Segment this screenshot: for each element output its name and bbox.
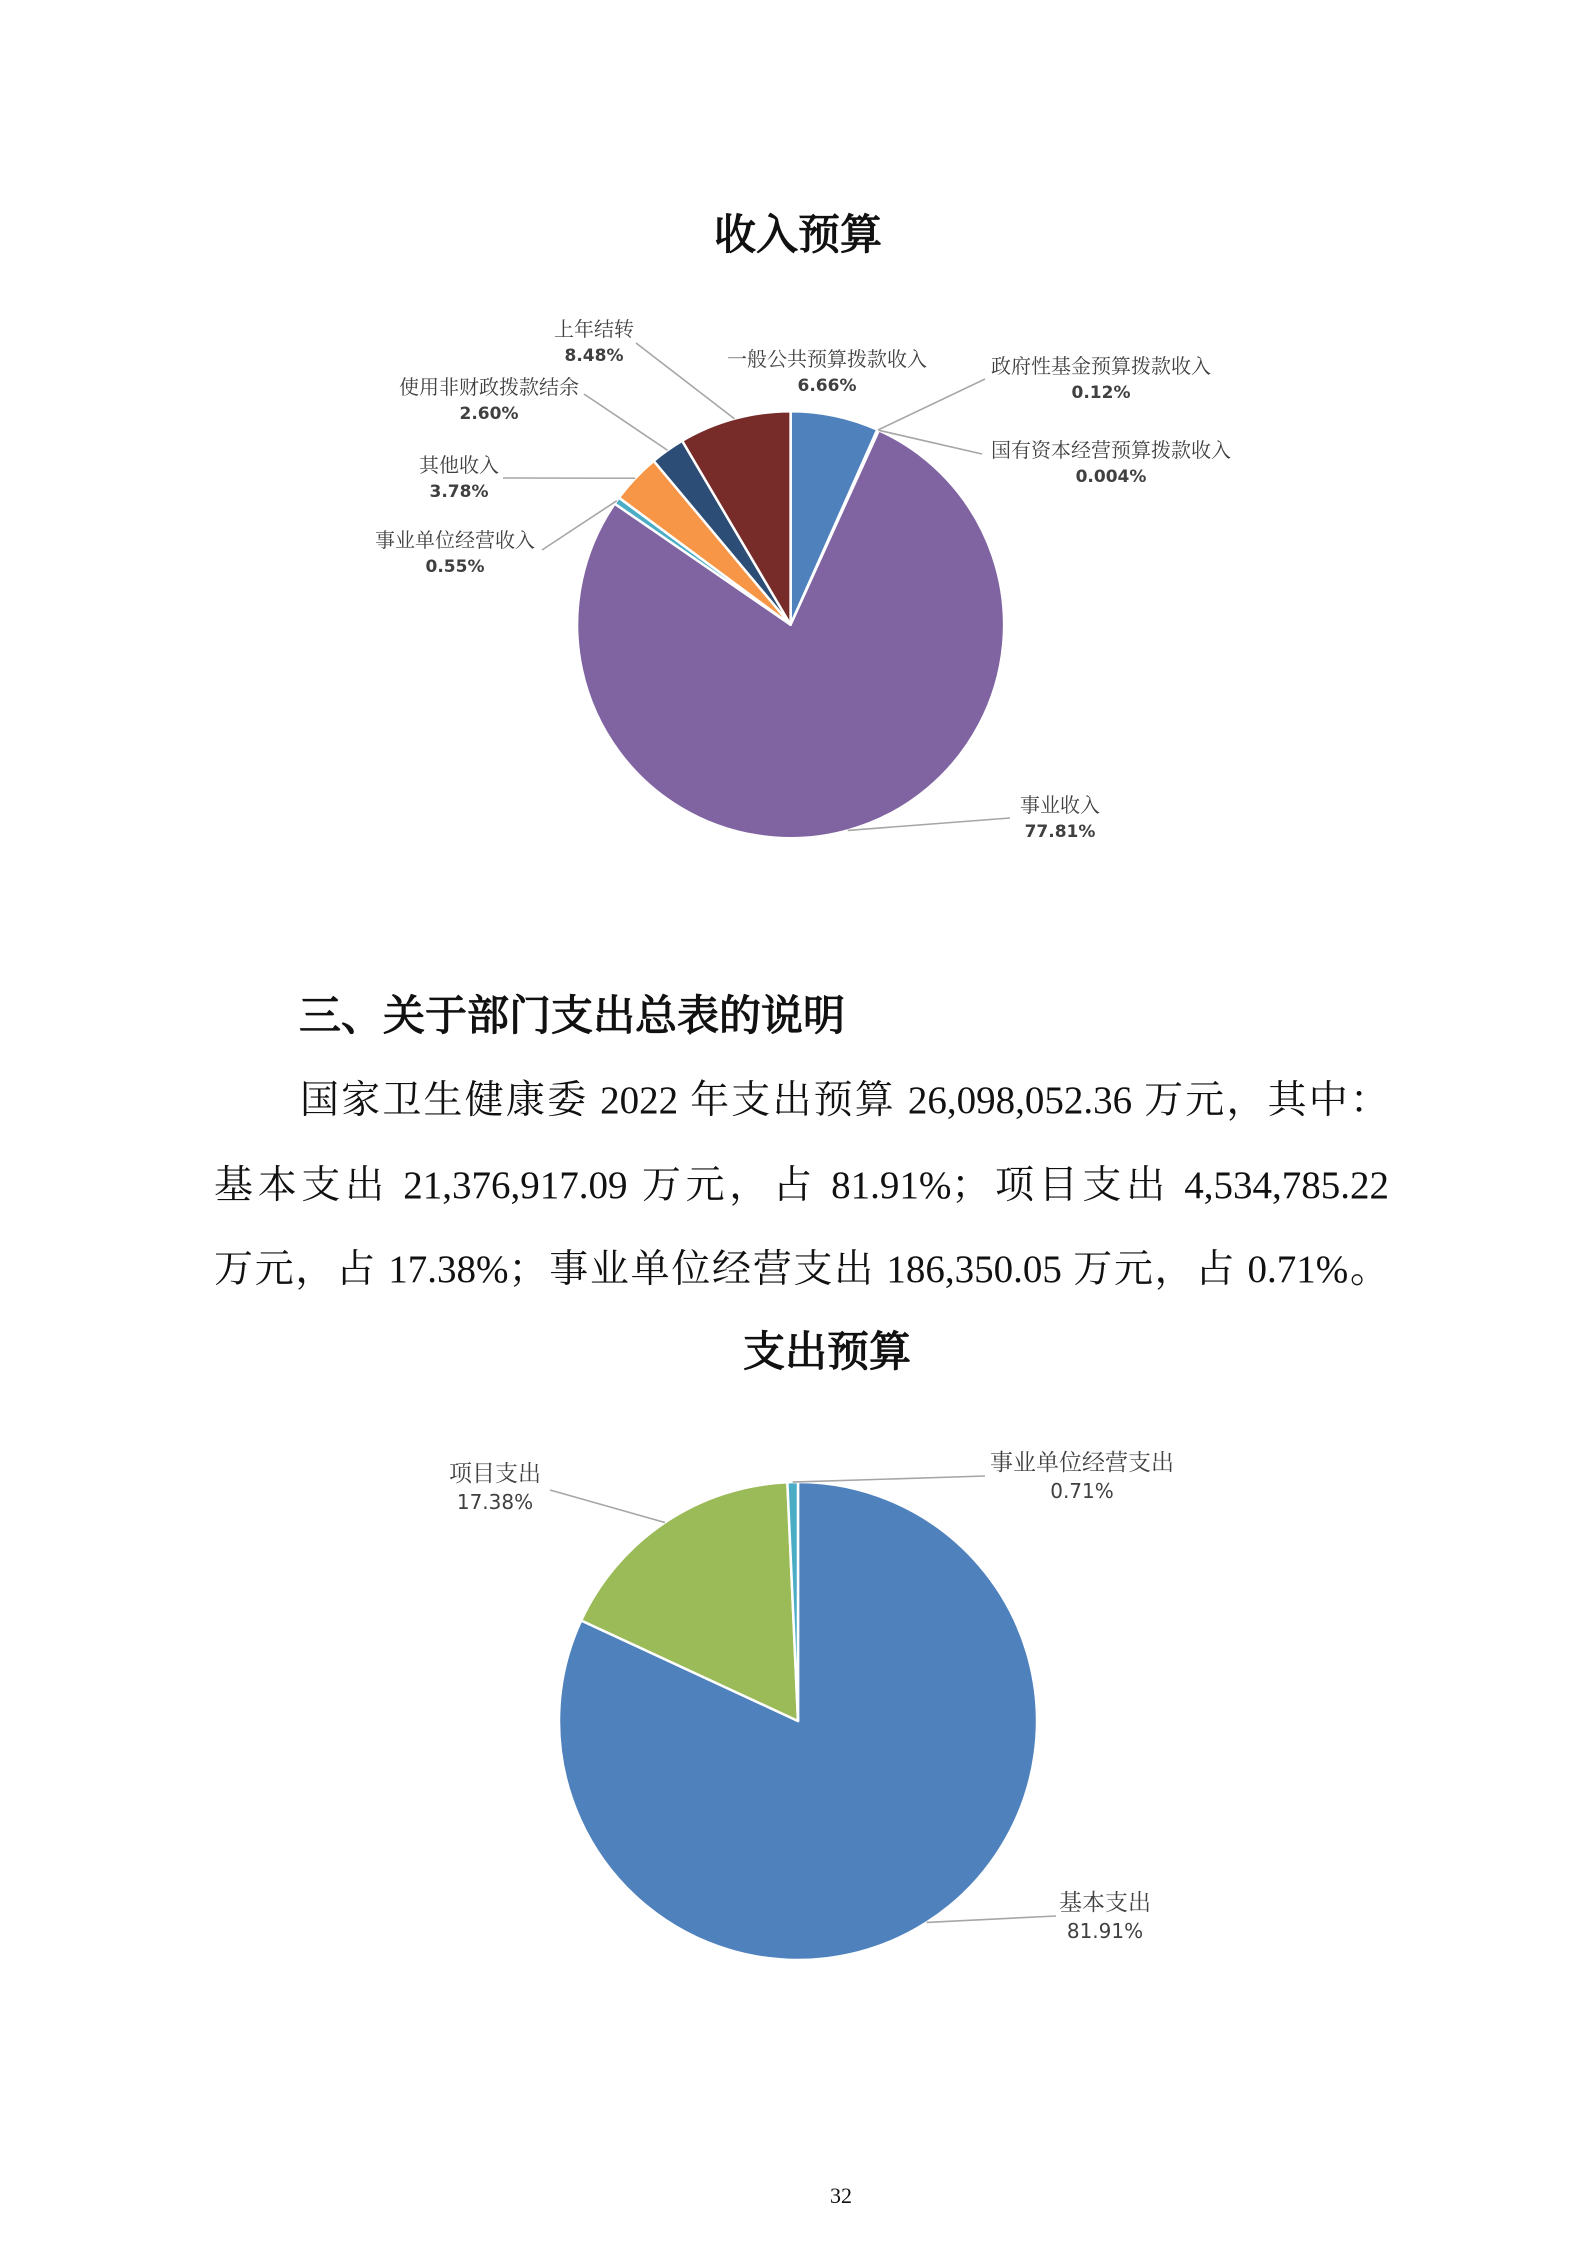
income-slice-category-label: 一般公共预算拨款收入 (727, 347, 927, 371)
income-slice-percent-label: 3.78% (429, 482, 489, 502)
expense-leader-line (550, 1490, 665, 1522)
income-chart-title: 收入预算 (713, 210, 882, 259)
income-pie-chart (0, 280, 1587, 880)
expense-leader-line (927, 1916, 1056, 1922)
income-leader-line (636, 343, 734, 419)
expense-slice-percent-label: 0.71% (1050, 1479, 1114, 1503)
income-slice-category-label: 事业单位经营收入 (375, 528, 535, 552)
income-slice-percent-label: 77.81% (1024, 822, 1096, 842)
income-slice-percent-label: 0.12% (1071, 383, 1131, 403)
income-slice-category-label: 上年结转 (554, 317, 634, 341)
expense-slice-percent-label: 81.91% (1066, 1919, 1144, 1943)
income-slice-percent-label: 2.60% (459, 404, 519, 424)
income-leader-line (878, 379, 985, 430)
paragraph-line: 基本支出 21,376,917.09 万元，占 81.91%；项目支出 4,534,785.22 (214, 1164, 1389, 1207)
expense-slice-category-label: 项目支出 (449, 1461, 541, 1487)
expense-chart-title: 支出预算 (742, 1327, 911, 1376)
expense-slice-category-label: 事业单位经营支出 (990, 1450, 1174, 1476)
income-slice-percent-label: 0.004% (1075, 467, 1147, 487)
income-slice-percent-label: 6.66% (797, 376, 857, 396)
income-slice-category-label: 使用非财政拨款结余 (399, 375, 579, 399)
income-slice-category-label: 国有资本经营预算拨款收入 (991, 438, 1231, 462)
expense-pie-chart (0, 1420, 1587, 1980)
income-slice-percent-label: 0.55% (425, 557, 485, 577)
expense-slice-percent-label: 17.38% (456, 1490, 534, 1514)
income-pie-slices (577, 411, 1004, 838)
expense-pie-slices (559, 1482, 1037, 1960)
income-slice-percent-label: 8.48% (564, 346, 624, 366)
income-slice-category-label: 其他收入 (419, 453, 499, 477)
section-heading: 三、关于部门支出总表的说明 (299, 991, 846, 1040)
expense-slice-category-label: 基本支出 (1059, 1890, 1151, 1916)
paragraph-line: 国家卫生健康委 2022 年支出预算 26,098,052.36 万元，其中： (300, 1079, 1389, 1122)
paragraph-line: 万元，占 17.38%；事业单位经营支出 186,350.05 万元，占 0.71%。 (214, 1248, 1389, 1291)
expense-leader-line (793, 1476, 985, 1482)
income-leader-line (584, 394, 668, 450)
income-slice-category-label: 事业收入 (1020, 793, 1100, 817)
income-slice-category-label: 政府性基金预算拨款收入 (991, 354, 1211, 378)
page-number: 32 (830, 2183, 852, 2208)
